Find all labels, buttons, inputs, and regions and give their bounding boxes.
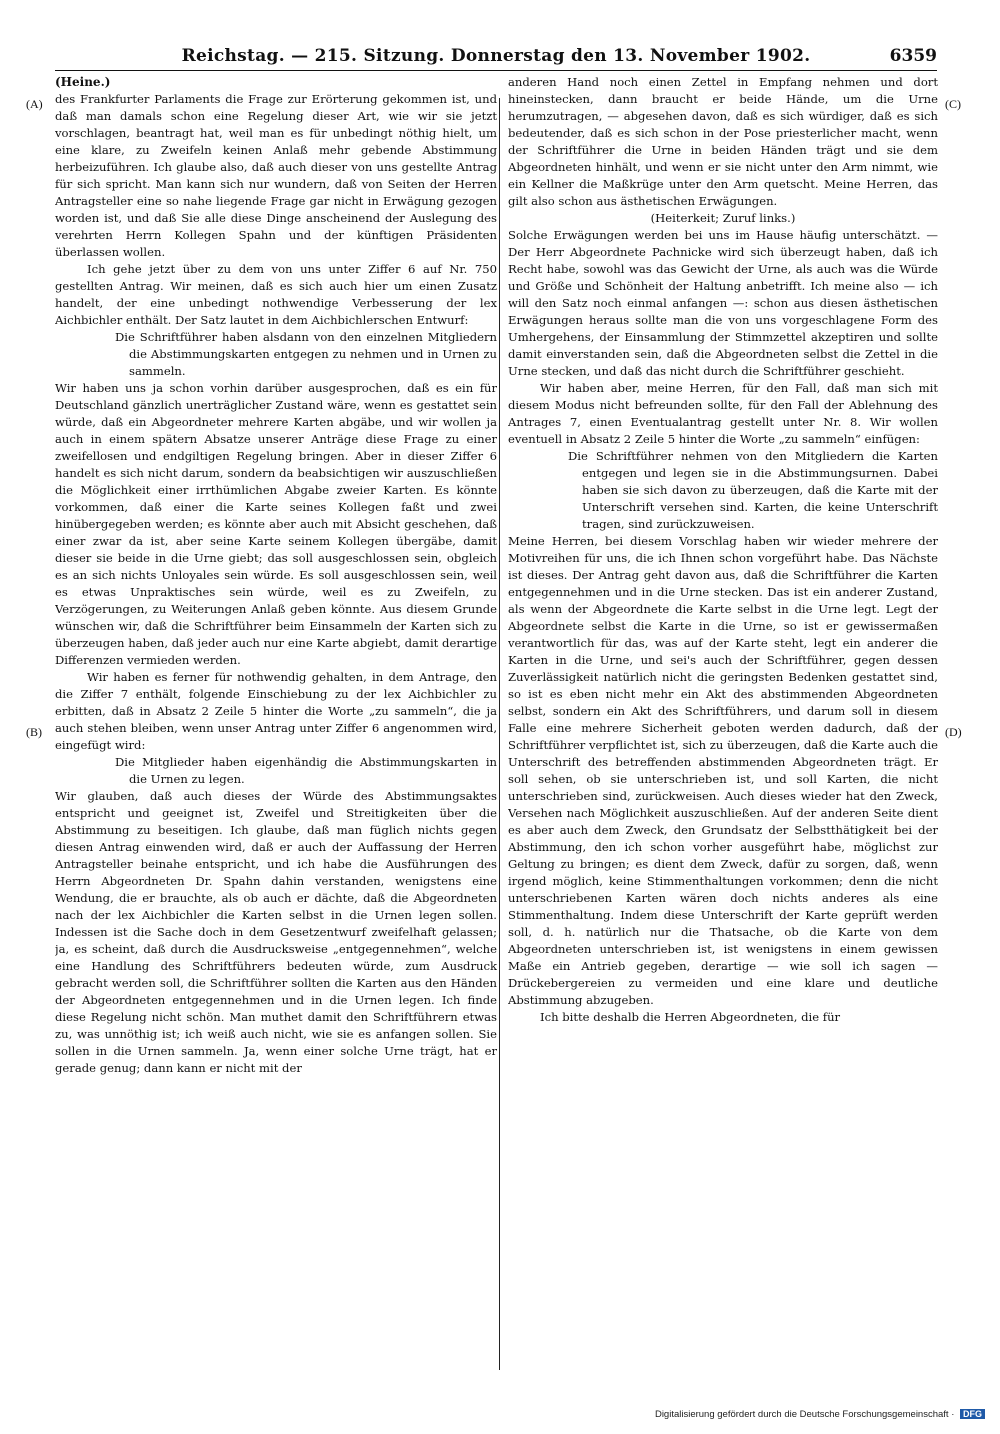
paragraph: Wir haben es ferner für nothwendig gehalten, in dem Antrage, den die Ziffer 7 enthält, folgende Einschiebung zu der lex Aichbichler zu erbitten, daß in Absatz 2 Zeile 5 hinter die Worte „zu sammeln“, die ja auch stehen bleiben, wenn unser Antrag unter Ziffer 6 angenommen wird, eingefügt wird:: [55, 670, 497, 752]
footer-credit: [655, 1409, 985, 1420]
interjection: (Heiterkeit; Zuruf links.): [650, 211, 796, 225]
quotation: Die Mitglieder haben eigenhändig die Abstimmungskarten in die Urnen zu legen.: [115, 755, 497, 786]
paragraph: des Frankfurter Parlaments die Frage zur Erörterung gekommen ist, und daß man damals schon eine Regelung dieser Art, wie wir sie jetzt vorschlagen, beantragt hat, weil man es für unbedingt nöthig hielt, um eine klare, zu Zweifeln keinen Anlaß mehr gebende Abstimmung herbeizuführen. Ich glaube also, daß auch dieser von uns gestellte Antrag für sich spricht. Man kann sich nur wundern, daß von Seiten der Herren Antragsteller eine so nahe liegende Frage gar nicht in Erwägung gezogen worden ist, und daß Sie alle diese Dinge anscheinend der Auslegung des verehrten Herrn Kollegen Spahn und der künftigen Präsidenten überlassen wollen.: [55, 92, 497, 259]
dfg-logo: DFG: [960, 1409, 985, 1419]
margin-marker-d: (D): [945, 725, 962, 739]
right-column: [508, 74, 938, 1366]
paragraph: Ich gehe jetzt über zu dem von uns unter Ziffer 6 auf Nr. 750 gestellten Antrag. Wir meinen, daß es sich auch hier um einen Zusatz handelt, der eine unbedingt nothwendige Verbesserung der lex Aichbichler enthält. Der Satz lautet in dem Aichbichlerschen Entwurf:: [55, 262, 497, 327]
quotation: Die Schriftführer nehmen von den Mitgliedern die Karten entgegen und legen sie in die Abstimmungsurnen. Dabei haben sie sich davon zu überzeugen, daß die Karte mit der Unterschrift versehen sind. Karten, die keine Unterschrift tragen, sind zurückzuweisen.: [568, 449, 938, 531]
speaker-name: (Heine.): [55, 75, 111, 89]
paragraph: Meine Herren, bei diesem Vorschlag haben wir wieder mehrere der Motivreihen für uns, die ich Ihnen schon vorgeführt habe. Das Nächste ist dieses. Der Antrag geht davon aus, daß die Schriftführer die Karten entgegennehmen und in die Urne stecken. Das ist ein anderer Zustand, als wenn der Abgeordnete die Karte selbst in die Urne legt. Legt der Abgeordnete selbst die Karte in die Urne, so ist er gewissermaßen verantwortlich für das, was auf der Karte steht, legt ein anderer die Karten in die Urne, und sei's auch der Schriftführer, gegen dessen Zuverlässigkeit natürlich nicht die geringsten Bedenken gestattet sind, so ist es eben nicht mehr ein Akt des abstimmenden Abgeordneten selbst, sondern ein Akt des Schriftführers, und darum soll in diesem Falle eine mehrere Sicherheit geboten werden dadurch, daß der Schriftführer verpflichtet ist, sich zu überzeugen, daß die Karte auch die Unterschrift des betreffenden abstimmenden Abgeordneten trägt. Er soll sehen, ob sie unterschrieben ist, und soll Karten, die nicht unterschrieben sind, zurückweisen. Auch dieses wieder hat den Zweck, Versehen nach Möglichkeit auszuschließen. Auf der anderen Seite dient es aber auch dem Zweck, den Grundsatz der Selbstthätigkeit bei der Abstimmung, den ich schon vorher ausgeführt habe, möglichst zur Geltung zu bringen; es dient dem Zweck, dafür zu sorgen, daß, wenn irgend möglich, keine Stimmenthaltungen vorkommen; denn die nicht unterschriebenen Karten wären doch nichts anderes als eine Stimmenthaltung. Indem diese Unterschrift der Karte geprüft werden soll, d. h. natürlich nur die Thatsache, ob die Karte von dem Abgeordneten unterschrieben ist, ist wenigstens in einem gewissen Maße ein Antrieb gegeben, derartige — wie soll ich sagen — Drückebergereien zu vermeiden und eine klare und deutliche Abstimmung abzugeben.: [508, 534, 938, 1007]
paragraph: anderen Hand noch einen Zettel in Empfang nehmen und dort hineinstecken, dann braucht er beide Hände, um die Urne herumzutragen, — abgesehen davon, daß es sich würdiger, daß es sich bedeutender, daß es sich schon in der Pose priesterlicher macht, wenn der Schriftführer die Urne in beiden Händen trägt und sie dem Abgeordneten hinhält, und wenn er sie nicht unter den Arm nimmt, wie ein Kellner die Maßkrüge unter den Arm quetscht. Meine Herren, das gilt also schon aus ästhetischen Erwägungen.: [508, 75, 938, 208]
page-header: [55, 44, 937, 71]
page-number: 6359: [889, 46, 937, 66]
paragraph: Solche Erwägungen werden bei uns im Hause häufig unterschätzt. — Der Herr Abgeordnete Pachnicke wird sich überzeugt haben, daß ich Recht habe, sowohl was das Gewicht der Urne, als auch was die Würde und Größe und Schönheit der Haltung anbetrifft. Ich meine also — ich will den Satz noch einmal anfangen —: schon aus diesen ästhetischen Erwägungen heraus sollte man die von uns vorgeschlagene Form des Umhergehens, der Einsammlung der Stimmzettel akzeptiren und sollte damit einverstanden sein, daß die Abgeordneten selbst die Zettel in die Urne stecken, und daß das nicht durch die Schriftführer geschieht.: [508, 228, 938, 378]
left-column: [55, 74, 497, 1366]
quotation: Die Schriftführer haben alsdann von den einzelnen Mitgliedern die Abstimmungskarten entgegen zu nehmen und in Urnen zu sammeln.: [115, 330, 497, 378]
paragraph: Wir haben uns ja schon vorhin darüber ausgesprochen, daß es ein für Deutschland gänzlich unerträglicher Zustand wäre, wenn es gestattet sein würde, daß ein Abgeordneter mehrere Karten abgäbe, und wir wollen ja auch in einem spätern Absatze unserer Anträge diese Frage zu einer zweifellosen und endgiltigen Regelung bringen. Aber in dieser Ziffer 6 handelt es sich nicht darum, sondern da beabsichtigen wir auszuschließen die Möglichkeit einer irrthümlichen Abgabe zweier Karten. Es könnte vorkommen, daß einer die Karte seines Kollegen faßt und zwei hinübergegeben werden; es könnte aber auch mit Absicht geschehen, daß einer zwar da ist, aber seine Karte seinem Kollegen übergäbe, damit dieser sie beide in die Urne giebt; das soll ausgeschlossen sein, obgleich es an sich nichts Unloyales sein würde. Es soll ausgeschlossen sein, weil es etwas Unpraktisches sein würde, weil es zu Zweifeln, zu Verzögerungen, zu Weiterungen Anlaß geben könnte. Aus diesem Grunde wünschen wir, daß die Schriftführer beim Einsammeln der Karten sich zu überzeugen haben, daß jeder auch nur eine Karte abgiebt, damit derartige Differenzen vermieden werden.: [55, 381, 497, 667]
column-divider: [499, 98, 500, 1370]
margin-marker-b: (B): [26, 725, 42, 739]
paragraph: Wir glauben, daß auch dieses der Würde des Abstimmungsaktes entspricht und geeignet ist, Zweifel und Streitigkeiten über die Abstimmung zu beseitigen. Ich glaube, daß man füglich nichts gegen diesen Antrag einwenden wird, daß er auch der Auffassung der Herren Antragsteller beinahe entspricht, und ich habe die Ausführungen des Herrn Abgeordneten Dr. Spahn dahin verstanden, wenigstens eine Wendung, die er brauchte, als ob auch er dächte, daß die Abgeordneten nach der lex Aichbichler die Karten selbst in die Urnen legen sollen. Indessen ist die Sache doch in dem Gesetzentwurf zweifelhaft gelassen; ja, es scheint, daß durch die Ausdrucksweise „entgegennehmen“, welche eine Handlung des Schriftführers bedeuten würde, zum Ausdruck gebracht werden soll, die Schriftführer sollten die Karten aus den Händen der Abgeordneten entgegennehmen und in die Urnen legen. Ich finde diese Regelung nicht schön. Man muthet damit den Schriftführern etwas zu, was unnöthig ist; ich weiß auch nicht, wie sie es anfangen sollen. Sie sollen in die Urnen sammeln. Ja, wenn einer solche Urne trägt, hat er gerade genug; dann kann er nicht mit der: [55, 789, 497, 1075]
paragraph: Wir haben aber, meine Herren, für den Fall, daß man sich mit diesem Modus nicht befreunden sollte, für den Fall der Ablehnung des Antrages 7, einen Eventualantrag gestellt unter Nr. 8. Wir wollen eventuell in Absatz 2 Zeile 5 hinter die Worte „zu sammeln“ einfügen:: [508, 381, 938, 446]
paragraph: Ich bitte deshalb die Herren Abgeordneten, die für: [540, 1010, 841, 1024]
running-title: Reichstag. — 215. Sitzung. Donnerstag den 13. November 1902.: [181, 46, 811, 66]
margin-marker-a: (A): [26, 97, 43, 111]
margin-marker-c: (C): [945, 97, 961, 111]
footer-credit-text: Digitalisierung gefördert durch die Deutsche Forschungsgemeinschaft ·: [654, 1409, 955, 1420]
